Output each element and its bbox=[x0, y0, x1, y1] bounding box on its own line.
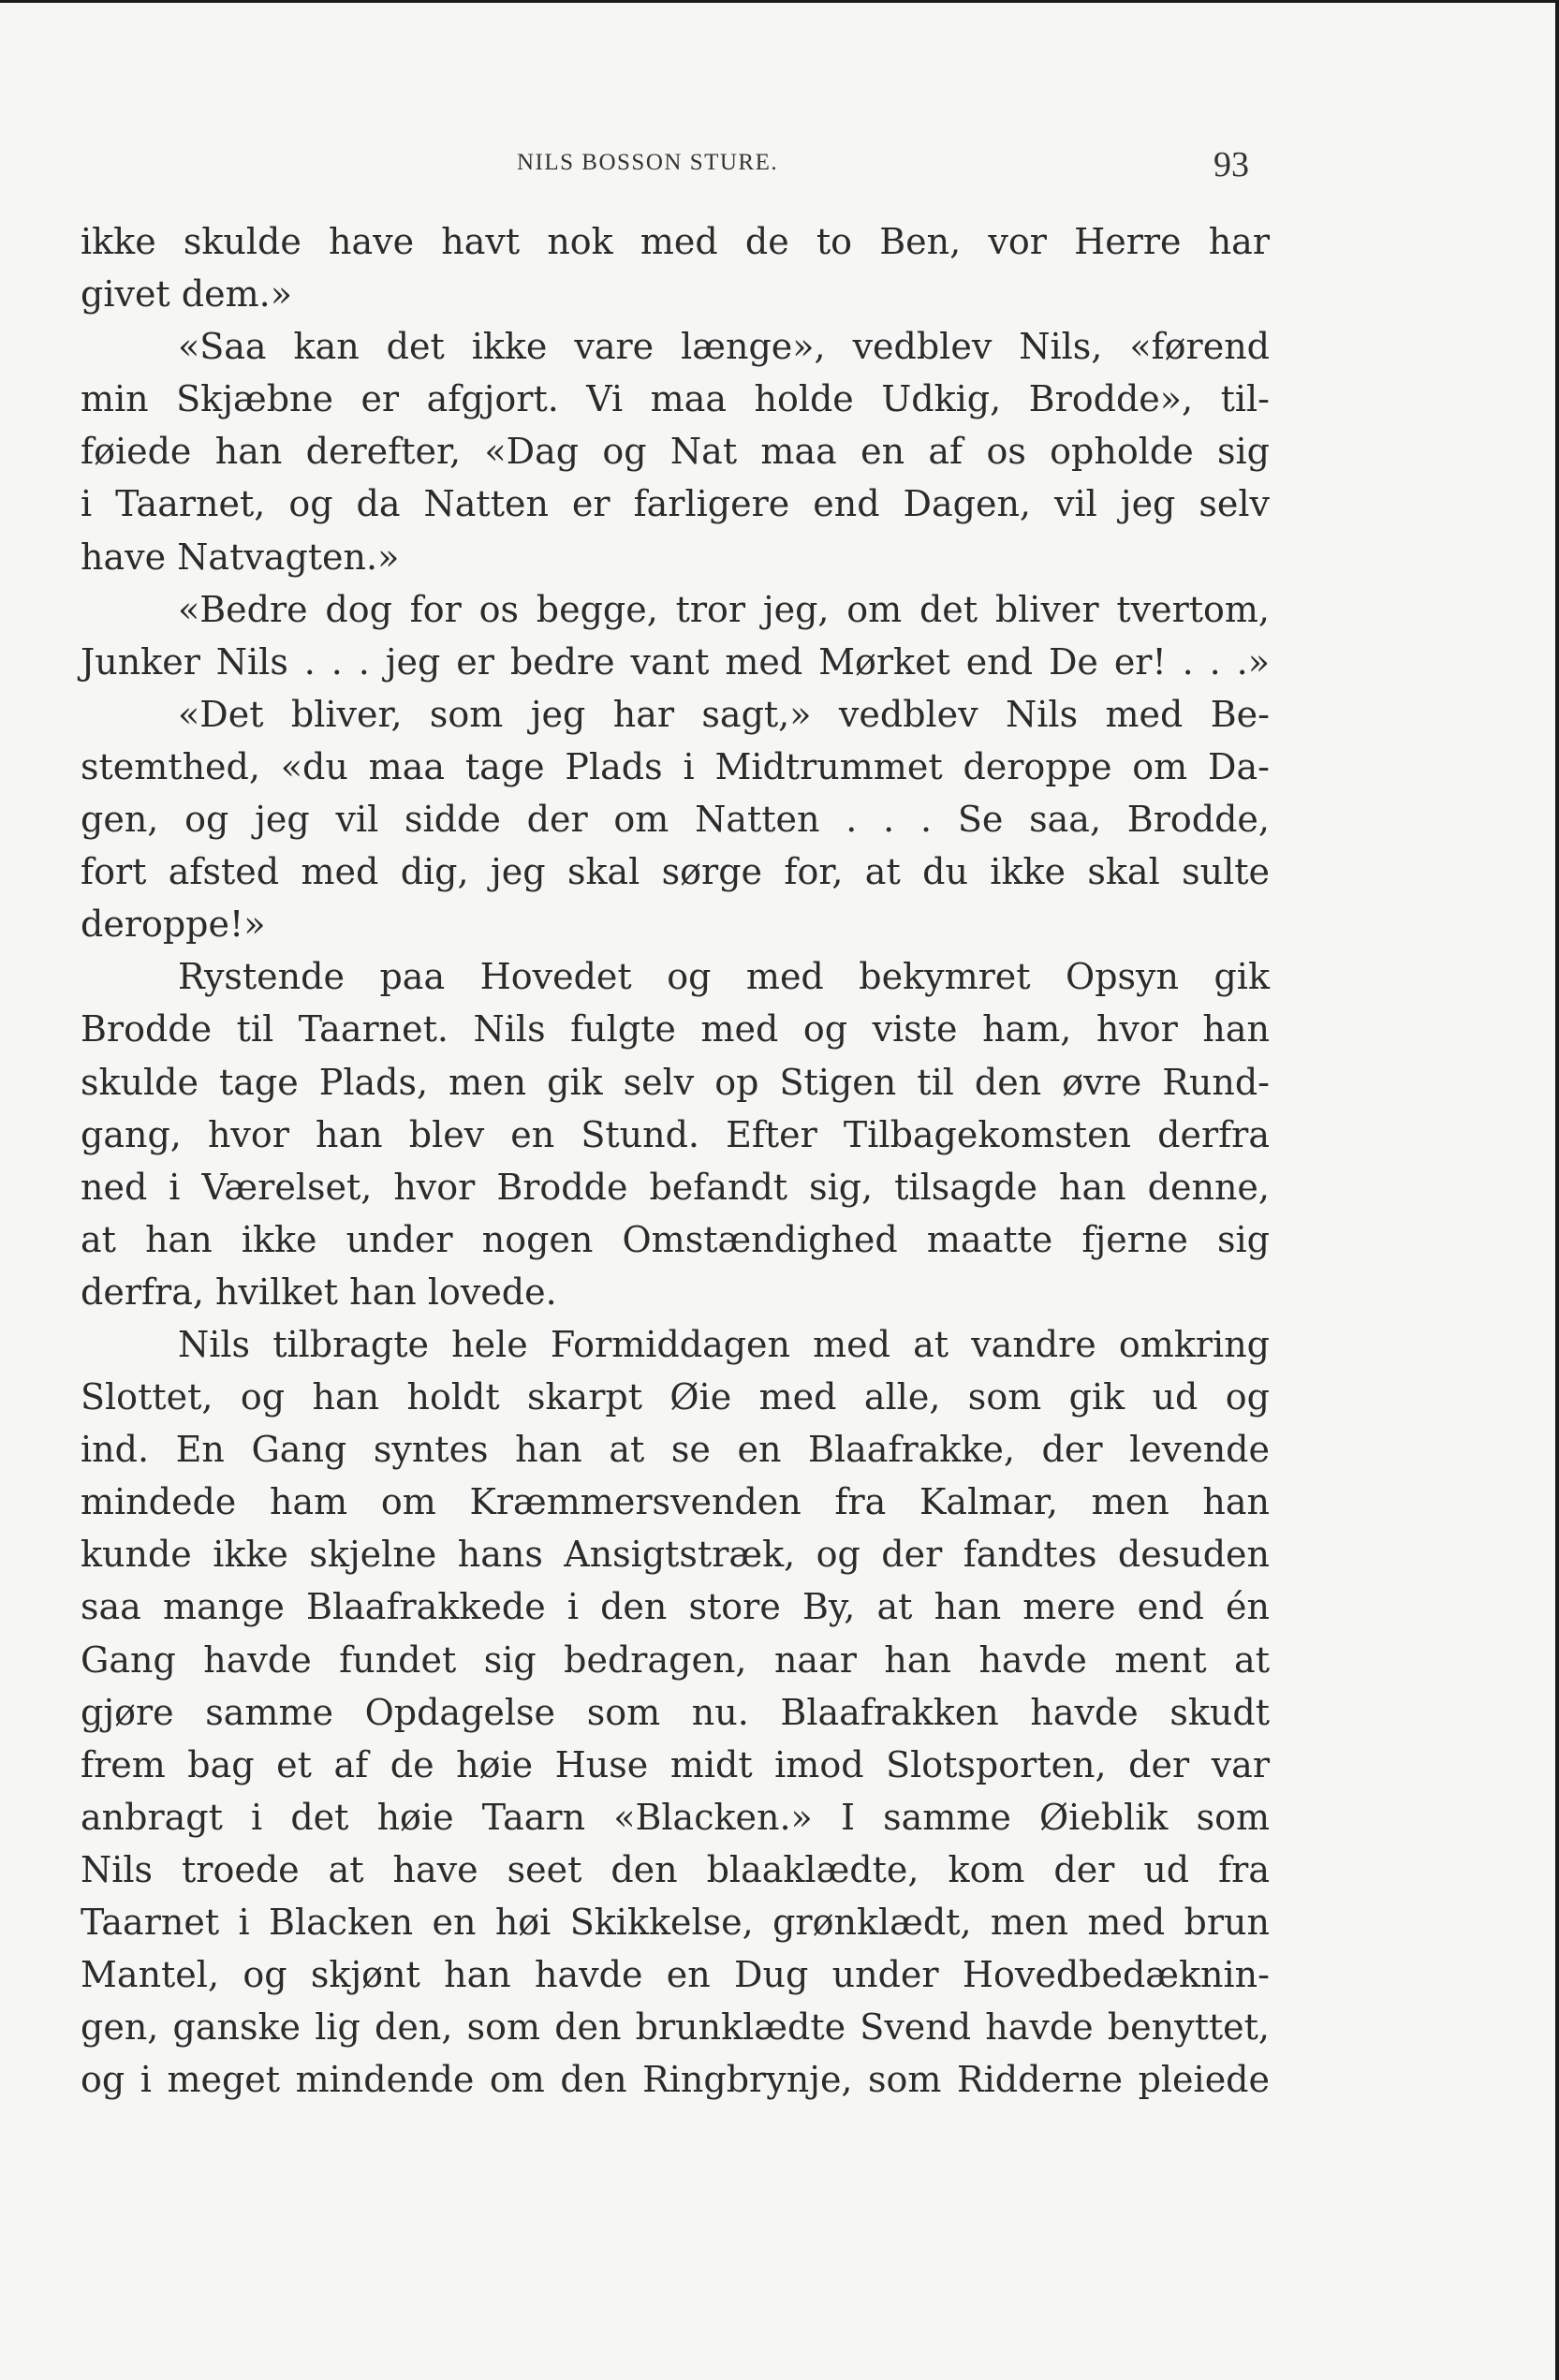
text-line: ned i Værelset, hvor Brodde befandt sig, tilsagde han denne, bbox=[81, 1166, 1270, 1208]
text-line: Gang havde fundet sig bedragen, naar han havde ment at bbox=[81, 1638, 1270, 1681]
text-line: i Taarnet, og da Natten er farligere end Dagen, vil jeg selv bbox=[81, 483, 1270, 525]
page-top-edge bbox=[0, 0, 1559, 3]
text-line: og i meget mindende om den Ringbrynje, som Ridderne pleiede bbox=[81, 2059, 1270, 2101]
running-head bbox=[0, 145, 1559, 187]
text-line: min Skjæbne er afgjort. Vi maa holde Udkig, Brodde», til- bbox=[81, 378, 1270, 420]
text-line: ikke skulde have havt nok med de to Ben, vor Herre har bbox=[81, 221, 1270, 262]
text-line: at han ikke under nogen Omstændighed maatte fjerne sig bbox=[81, 1218, 1270, 1260]
text-line: Taarnet i Blacken en høi Skikkelse, grønklædt, men med brun bbox=[81, 1902, 1270, 1943]
text-line: føiede han derefter, «Dag og Nat maa en af os opholde sig bbox=[81, 431, 1270, 473]
text-line: Nils troede at have seet den blaaklædte, kom der ud fra bbox=[81, 1848, 1270, 1890]
text-line: «Det bliver, som jeg har sagt,» vedblev Nils med Be- bbox=[178, 693, 1270, 735]
text-line: fort afsted med dig, jeg skal sørge for, at du ikke skal sulte bbox=[81, 851, 1270, 893]
text-line: gjøre samme Opdagelse som nu. Blaafrakken havde skudt bbox=[81, 1691, 1270, 1733]
text-line: stemthed, «du maa tage Plads i Midtrummet deroppe om Da- bbox=[81, 745, 1270, 787]
text-line: Rystende paa Hovedet og med bekymret Opsyn gik bbox=[178, 956, 1270, 998]
text-line: givet dem.» bbox=[81, 273, 292, 316]
text-line: frem bag et af de høie Huse midt imod Slotsporten, der var bbox=[81, 1743, 1270, 1785]
text-line: Nils tilbragte hele Formiddagen med at vandre omkring bbox=[178, 1323, 1270, 1365]
text-line: derfra, hvilket han lovede. bbox=[81, 1271, 557, 1313]
text-line: Slottet, og han holdt skarpt Øie med alle, som gik ud og bbox=[81, 1376, 1270, 1418]
text-line: kunde ikke skjelne hans Ansigtstræk, og der fandtes desuden bbox=[81, 1534, 1270, 1576]
text-line: «Bedre dog for os begge, tror jeg, om det bliver tvertom, bbox=[178, 588, 1270, 630]
running-title: NILS BOSSON STURE. bbox=[517, 150, 779, 175]
text-line: skulde tage Plads, men gik selv op Stigen til den øvre Rund- bbox=[81, 1061, 1270, 1103]
text-line: have Natvagten.» bbox=[81, 536, 400, 578]
text-line: gen, og jeg vil sidde der om Natten . . . Se saa, Brodde, bbox=[81, 799, 1270, 841]
text-line: ind. En Gang syntes han at se en Blaafrakke, der levende bbox=[81, 1429, 1270, 1471]
text-line: Brodde til Taarnet. Nils fulgte med og viste ham, hvor han bbox=[81, 1008, 1270, 1050]
text-line: mindede ham om Kræmmersvenden fra Kalmar, men han bbox=[81, 1481, 1270, 1523]
text-line: «Saa kan det ikke vare længe», vedblev Nils, «førend bbox=[178, 326, 1270, 368]
text-line: gang, hvor han blev en Stund. Efter Tilbagekomsten derfra bbox=[81, 1113, 1270, 1155]
text-line: Junker Nils . . . jeg er bedre vant med Mørket end De er! . . .» bbox=[81, 640, 1270, 683]
body-text bbox=[81, 215, 1270, 2106]
page-right-edge bbox=[1555, 0, 1559, 2380]
text-line: gen, ganske lig den, som den brunklædte Svend havde benyttet, bbox=[81, 2006, 1270, 2049]
text-line: anbragt i det høie Taarn «Blacken.» I samme Øieblik som bbox=[81, 1796, 1270, 1838]
text-line: deroppe!» bbox=[81, 904, 266, 946]
text-line: Mantel, og skjønt han havde en Dug under Hovedbedæknin- bbox=[81, 1954, 1270, 1996]
text-line: saa mange Blaafrakkede i den store By, at han mere end én bbox=[81, 1586, 1270, 1628]
page-number: 93 bbox=[1213, 145, 1249, 184]
